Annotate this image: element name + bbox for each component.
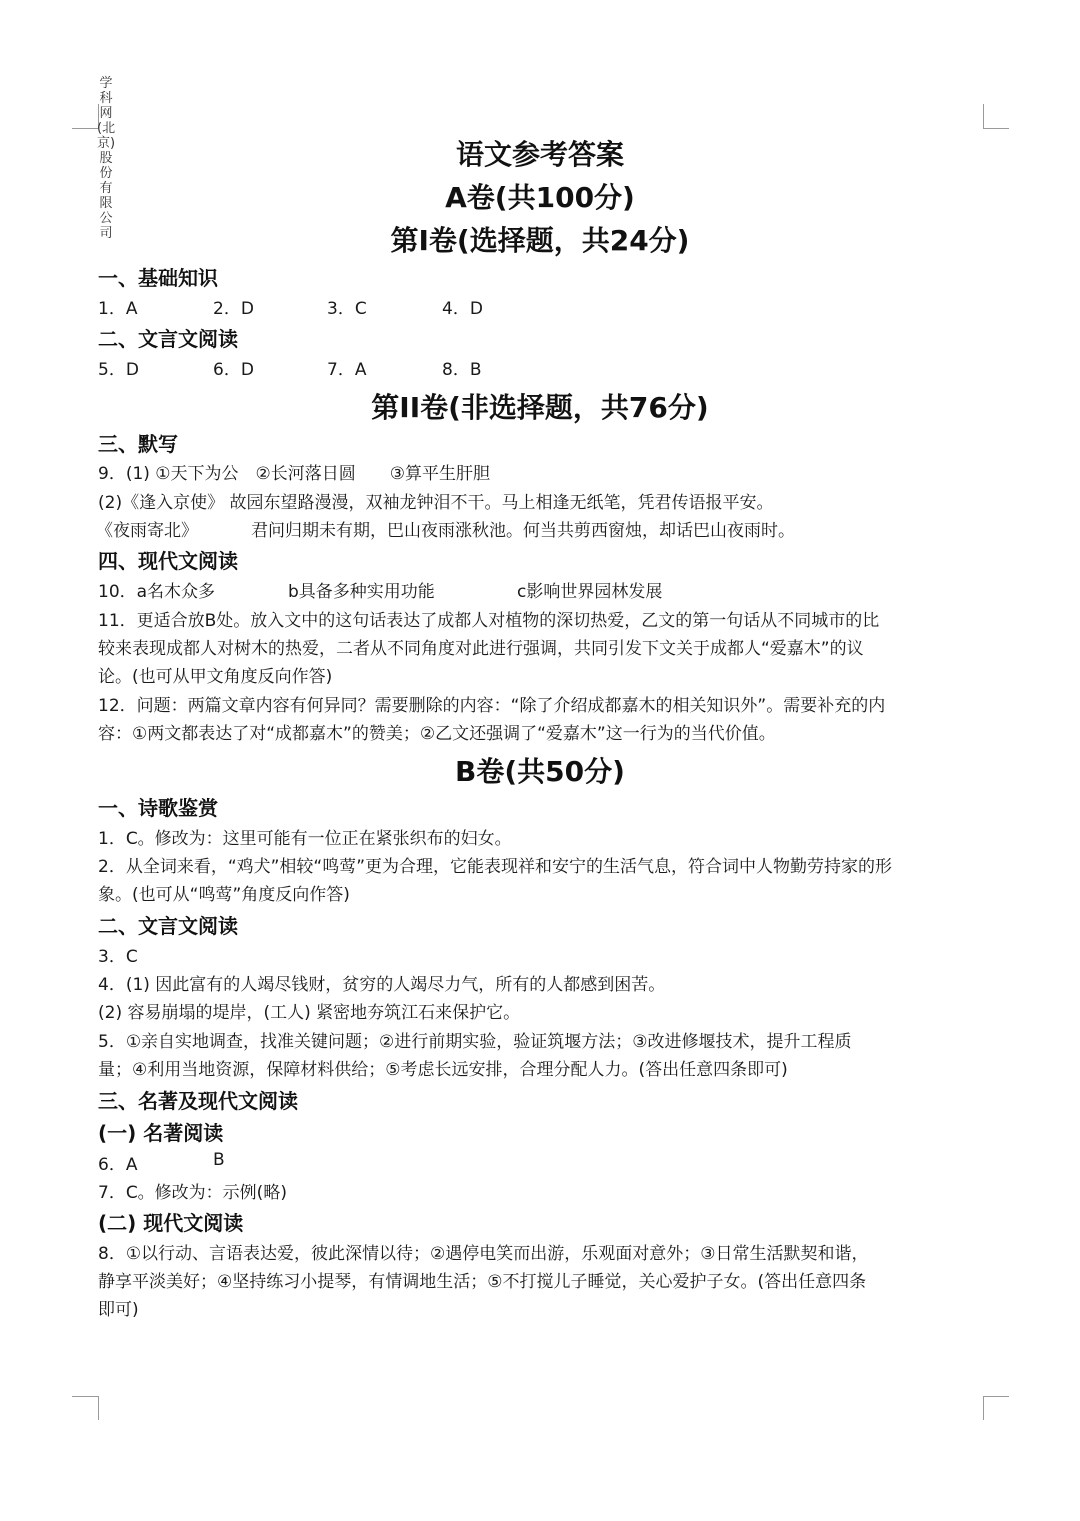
crop-mark-bottom-left-v: [98, 1396, 99, 1420]
answer-item: B: [213, 1150, 225, 1170]
part-1-title: 第I卷(选择题，共24分): [390, 224, 690, 257]
answer-line: 静享平淡美好；④坚持练习小提琴，有情调地生活；⑤不打搅儿子睡觉，关心爱护子女。(答出任意四条: [98, 1272, 867, 1292]
answer-line: 即可): [98, 1300, 139, 1320]
answer-item: b具备多种实用功能: [288, 582, 435, 602]
answer-line: (2)《逢入京使》 故园东望路漫漫，双袖龙钟泪不干。马上相逢无纸笔，凭君传语报平安。: [98, 493, 774, 513]
answer-line: 象。(也可从“鸣莺”角度反向作答): [98, 885, 350, 905]
section-heading-dictation: 三、默写: [98, 432, 178, 456]
answer-line: 4．(1) 因此富有的人竭尽钱财，贫穷的人竭尽力气，所有的人都感到困苦。: [98, 975, 666, 995]
publisher-watermark: 学科网(北京)股份有限公司: [97, 76, 116, 241]
crop-mark-top-right-h: [983, 128, 1009, 129]
answer-item: 6．D: [213, 360, 254, 380]
answer-line: 容：①两文都表达了对“成都嘉木”的赞美；②乙文还强调了“爱嘉木”这一行为的当代价值。: [98, 724, 776, 744]
crop-mark-top-right-v: [983, 104, 984, 128]
answer-line: 5．①亲自实地调查，找准关键问题；②进行前期实验，验证筑堰方法；③改进修堰技术，提升工程质: [98, 1032, 852, 1052]
subsection-heading-classics: (一) 名著阅读: [98, 1121, 224, 1145]
answer-line: 量；④利用当地资源，保障材料供给；⑤考虑长远安排，合理分配人力。(答出任意四条即可): [98, 1060, 788, 1080]
answer-line: 2．从全词来看，“鸡犬”相较“鸣莺”更为合理，它能表现祥和安宁的生活气息，符合词中人物勤劳持家的形: [98, 857, 893, 877]
answer-line: 11．更适合放B处。放入文中的这句话表达了成都人对植物的深切热爱，乙文的第一句话从不同城市的比: [98, 611, 880, 631]
part-2-title: 第II卷(非选择题，共76分): [371, 391, 709, 424]
subsection-heading-modern-reading: (二) 现代文阅读: [98, 1211, 244, 1235]
answer-item: 5．D: [98, 360, 139, 380]
answer-item: 1．A: [98, 299, 138, 319]
answer-line: 12．问题：两篇文章内容有何异同？需要删除的内容：“除了介绍成都嘉木的相关知识外”。需要补充的内: [98, 696, 886, 716]
answer-item: c影响世界园林发展: [517, 582, 663, 602]
crop-mark-bottom-right-v: [983, 1396, 984, 1420]
volume-b-title: B卷(共50分): [455, 755, 625, 788]
crop-mark-top-left-h: [72, 128, 98, 129]
answer-line: 7．C。修改为：示例(略): [98, 1183, 287, 1203]
answer-item: 6．A: [98, 1155, 138, 1175]
answer-item: 3．C: [327, 299, 367, 319]
section-heading-modern-reading: 四、现代文阅读: [98, 549, 238, 573]
answer-line: 8．①以行动、言语表达爱，彼此深情以待；②遇停电笑而出游，乐观面对意外；③日常生活默契和谐，: [98, 1244, 869, 1264]
section-heading-poetry-appreciation: 一、诗歌鉴赏: [98, 796, 218, 820]
answer-line: 君问归期未有期，巴山夜雨涨秋池。何当共剪西窗烛，却话巴山夜雨时。: [251, 521, 795, 541]
section-heading-classical-reading-b: 二、文言文阅读: [98, 914, 238, 938]
answer-item: 2．D: [213, 299, 254, 319]
answer-item: 7．A: [327, 360, 367, 380]
answer-item: 4．D: [442, 299, 483, 319]
answer-item: 10．a名木众多: [98, 582, 216, 602]
answer-line: 3．C: [98, 947, 138, 967]
answer-line: 较来表现成都人对树木的热爱，二者从不同角度对此进行强调，共同引发下文关于成都人“爱嘉木”的议: [98, 639, 864, 659]
answer-line: 1．C。修改为：这里可能有一位正在紧张织布的妇女。: [98, 829, 512, 849]
section-heading-classics-modern-reading: 三、名著及现代文阅读: [98, 1089, 298, 1113]
answer-line: (2) 容易崩塌的堤岸，(工人) 紧密地夯筑江石来保护它。: [98, 1003, 521, 1023]
answer-line: 论。(也可从甲文角度反向作答): [98, 667, 333, 687]
poem-title: 《夜雨寄北》: [96, 521, 198, 541]
volume-a-title: A卷(共100分): [445, 181, 635, 214]
section-heading-basic-knowledge: 一、基础知识: [98, 266, 218, 290]
page-title: 语文参考答案: [455, 138, 624, 171]
crop-mark-bottom-right-h: [983, 1396, 1009, 1397]
answer-line: 9．(1) ①天下为公 ②长河落日圆 ③算平生肝胆: [98, 464, 491, 484]
section-heading-classical-reading: 二、文言文阅读: [98, 327, 238, 351]
answer-item: 8．B: [442, 360, 482, 380]
crop-mark-bottom-left-h: [72, 1396, 98, 1397]
